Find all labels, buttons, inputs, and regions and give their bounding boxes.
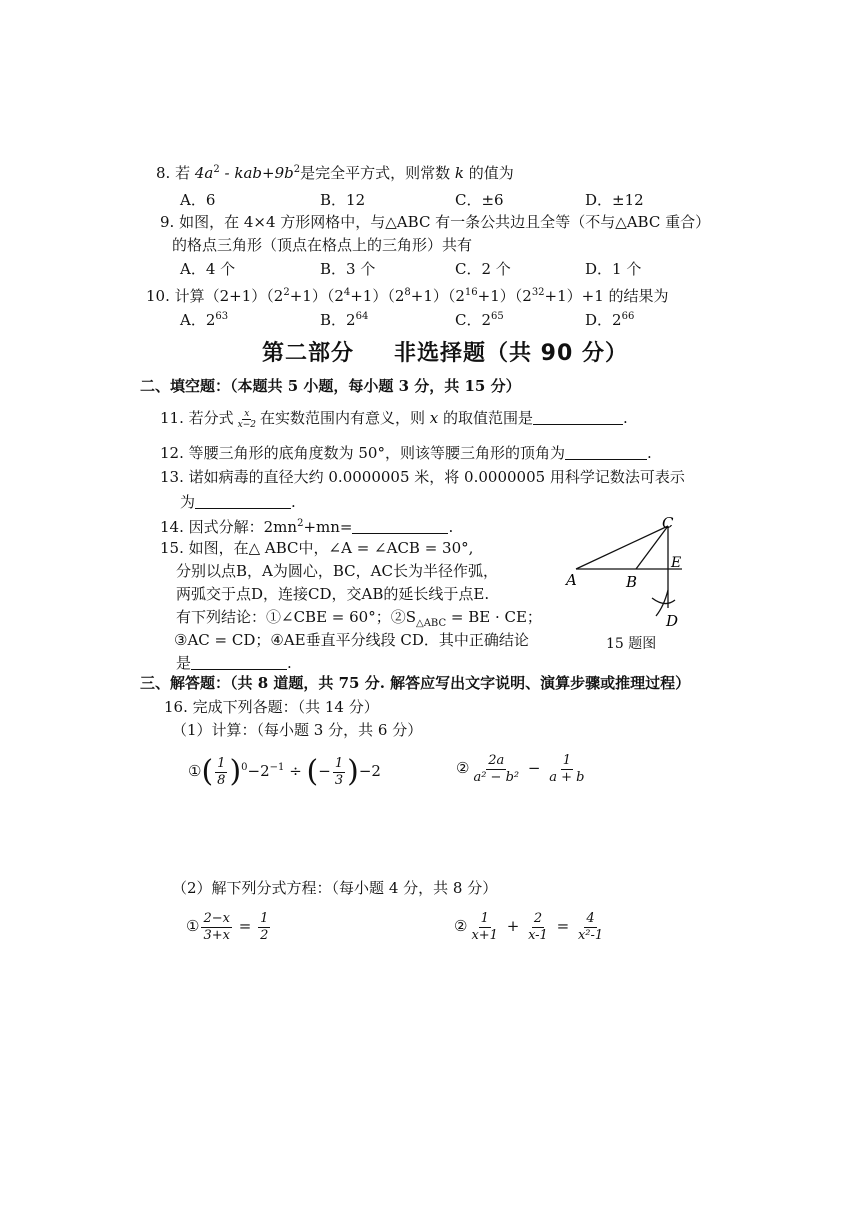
- q8-number: 8.: [156, 164, 171, 182]
- q11-x: x: [429, 409, 439, 427]
- q15-figure: [560, 512, 700, 632]
- q13-line-1: 13. 诺如病毒的直径大约 0.0000005 米，将 0.0000005 用科学记数法可表示: [160, 468, 685, 486]
- q13-period: .: [291, 493, 296, 511]
- q16-expression-2: ② $\frac{2a}{\text{a² − b²}}$ − $\frac{1}{a + b}$: [456, 752, 585, 785]
- q14-text: 14. 因式分解：2mn: [160, 518, 298, 536]
- q15-period: .: [287, 654, 292, 672]
- question-11: [160, 408, 628, 430]
- q16-equation-2: ② $\frac{1}{x+1}$ + $\frac{2}{x-1}$ = $\frac{4}{\text{x²-1}}$: [454, 910, 604, 943]
- q9-option-b: B．3 个: [320, 260, 376, 278]
- q15-line-3: 两弧交于点D，连接CD，交AB的延长线于点E.: [176, 585, 490, 603]
- q10-part: +1）（2: [289, 287, 344, 305]
- label-d: D: [666, 612, 679, 630]
- item-marker: ①: [186, 917, 200, 935]
- q10-exp: 8: [404, 287, 411, 298]
- q8-k: k: [454, 164, 464, 182]
- q12-text: 12. 等腰三角形的底角度数为 50°，则该等腰三角形的顶角为: [160, 444, 565, 462]
- q8-option-d: D．±12: [585, 191, 644, 209]
- q8-option-b: B．12: [320, 191, 366, 209]
- q15-line-5: ③AC = CD；④AE垂直平分线段 CD．其中正确结论: [174, 631, 529, 649]
- q9-option-a: A．4 个: [180, 260, 236, 278]
- section-2-heading: 二、填空题：（本题共 5 小题，每小题 3 分，共 15 分）: [140, 377, 521, 395]
- q8-term: 4a: [194, 164, 214, 182]
- q10-part: +1）（2: [477, 287, 532, 305]
- q9-option-d: D．1 个: [585, 260, 642, 278]
- q10-part: +1）（2: [410, 287, 465, 305]
- q10-part: 10. 计算（2+1）（2: [146, 287, 284, 305]
- q10-option-b: B．$2^{64}$: [320, 311, 369, 329]
- q10-option-c: C．$2^{65}$: [455, 311, 504, 329]
- q8-text-3: 的值为: [468, 164, 514, 182]
- q15-answer-blank[interactable]: [191, 655, 287, 670]
- q11-text: 11. 若分式: [160, 409, 234, 427]
- part-2-title: [262, 336, 628, 367]
- question-10: [146, 283, 669, 306]
- q16-part-2: （2）解下列分式方程：（每小题 4 分，共 8 分）: [172, 879, 498, 897]
- q8-term-2: - kab+9b: [219, 164, 294, 182]
- q8-exp-2: 2: [293, 164, 301, 175]
- q15-line-2: 分别以点B，A为圆心，BC，AC长为半径作弧，: [176, 562, 498, 580]
- q8-exp: 2: [213, 164, 220, 175]
- q10-part: +1）+1 的结果为: [544, 287, 669, 305]
- q16-title: 16. 完成下列各题：（共 14 分）: [164, 698, 379, 716]
- q15-text: 有下列结论：①∠CBE = 60°；②S: [176, 608, 416, 626]
- item-marker: ①: [188, 762, 202, 780]
- q11-text-2: 在实数范围内有意义，则: [259, 409, 425, 427]
- segment-ac: [576, 526, 668, 569]
- q11-answer-blank[interactable]: [533, 410, 623, 425]
- q15-text-3: 是: [176, 654, 192, 672]
- q15-text-2: = BE · CE；: [446, 608, 542, 626]
- q8-text: 若: [175, 164, 191, 182]
- q12-answer-blank[interactable]: [565, 445, 647, 460]
- q16-expression-1: ①( $\frac{1}{8}$ )$^0-2^{-1}$ ÷ (− $\frac{1}{3}$ )−2: [188, 754, 381, 789]
- q9-line-2: 的格点三角形（顶点在格点上的三角形）共有: [172, 236, 473, 254]
- q14-answer-blank[interactable]: [352, 519, 448, 534]
- q14-exp: 2: [297, 518, 304, 529]
- label-a: A: [566, 571, 577, 589]
- q10-exp: 16: [464, 287, 478, 298]
- q12-period: .: [646, 444, 652, 462]
- question-14: [160, 514, 453, 537]
- q14-period: .: [448, 518, 454, 536]
- segment-bc: [636, 526, 668, 569]
- q8-option-a: A．6: [180, 191, 216, 209]
- q13-text: 为: [180, 493, 196, 511]
- q11-fraction: $\frac{x}{x-2}$: [237, 408, 256, 430]
- question-12: [160, 443, 652, 463]
- label-c: C: [662, 514, 674, 532]
- q10-option-a: A．$2^{63}$: [180, 311, 229, 329]
- q10-option-d: D．$2^{66}$: [585, 311, 635, 329]
- label-b: B: [626, 573, 638, 591]
- q10-exp: 4: [343, 287, 351, 298]
- q11-period: .: [623, 409, 628, 427]
- q13-line-2: [180, 492, 296, 512]
- q9-line-1: 9. 如图，在 4×4 方形网格中，与△ABC 有一条公共边且全等（不与△ABC 重合）: [160, 213, 711, 231]
- q10-part: +1）（2: [350, 287, 405, 305]
- q10-exp: 32: [531, 287, 545, 298]
- q16-part-1: （1）计算：（每小题 3 分，共 6 分）: [172, 721, 423, 739]
- q9-option-c: C．2 个: [455, 260, 511, 278]
- section-3-heading: 三、解答题：（共 8 道题，共 75 分. 解答应写出文字说明、演算步骤或推理过程）: [140, 674, 691, 692]
- q15-line-1: 15. 如图，在△ ABC中，∠A = ∠ACB = 30°,: [160, 539, 474, 557]
- question-8: [156, 160, 514, 183]
- item-marker: ②: [454, 917, 468, 935]
- part-2-subtitle: 非选择题（共 90 分）: [394, 341, 628, 366]
- part-2-label: 第二部分: [262, 341, 355, 366]
- q15-sub: △ABC: [416, 618, 447, 629]
- q14-text-2: +mn=: [303, 518, 353, 536]
- q10-exp: 2: [283, 287, 290, 298]
- q16-equation-1: ① $\frac{2-x}{3+x}$ = $\frac{1}{2}$: [186, 910, 269, 943]
- item-marker: ②: [456, 759, 470, 777]
- figure-15-caption: 15 题图: [606, 636, 657, 652]
- q8-option-c: C．±6: [455, 191, 504, 209]
- label-e: E: [671, 555, 682, 571]
- q8-text-2: 是完全平方式，则常数: [300, 164, 451, 182]
- q15-line-6: [176, 653, 292, 673]
- q11-text-3: 的取值范围是: [443, 409, 534, 427]
- q13-answer-blank[interactable]: [195, 494, 291, 509]
